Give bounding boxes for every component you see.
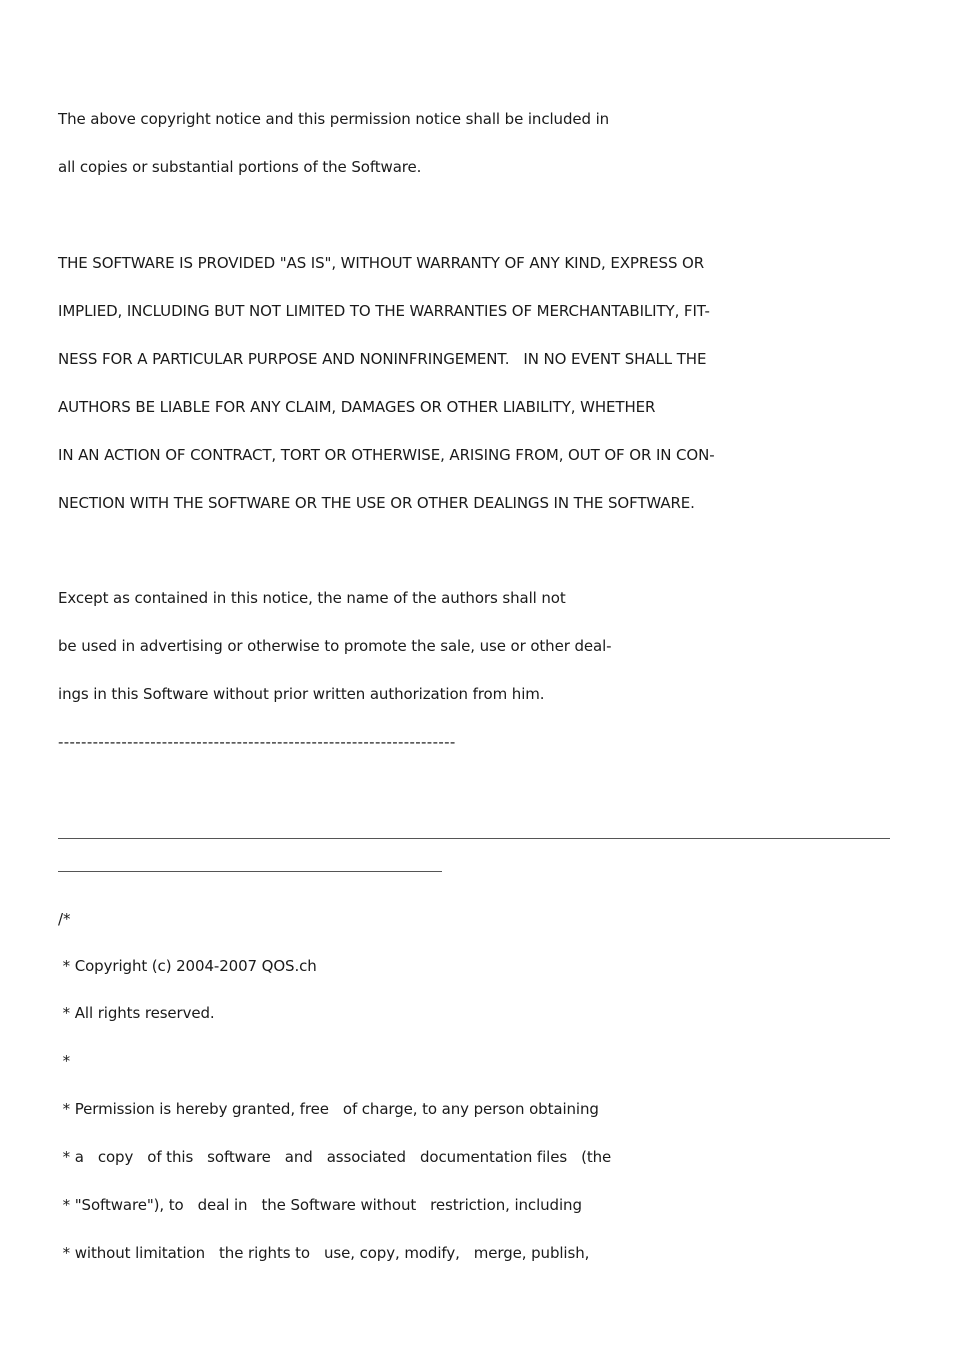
qos-license-line-8: * without limitation the rights to use, copy, modify, merge, publish, (58, 1244, 590, 1262)
qos-license-line-3: * All rights reserved. (58, 1004, 215, 1022)
warranty-line-5: IN AN ACTION OF CONTRACT, TORT OR OTHERWISE, ARISING FROM, OUT OF OR IN CON- (58, 446, 715, 464)
notice-line-1: The above copyright notice and this permission notice shall be included in (58, 110, 610, 128)
qos-license-line-6: * a copy of this software and associated documentation files (the (58, 1148, 612, 1166)
warranty-line-2: IMPLIED, INCLUDING BUT NOT LIMITED TO THE WARRANTIES OF MERCHANTABILITY, FIT- (58, 302, 710, 320)
warranty-line-4: AUTHORS BE LIABLE FOR ANY CLAIM, DAMAGES OR OTHER LIABILITY, WHETHER (58, 398, 656, 416)
advertising-line-1: Except as contained in this notice, the name of the authors shall not (58, 589, 566, 607)
notice-line-2: all copies or substantial portions of the Software. (58, 158, 422, 176)
warranty-line-6: NECTION WITH THE SOFTWARE OR THE USE OR OTHER DEALINGS IN THE SOFTWARE. (58, 494, 695, 512)
warranty-line-3: NESS FOR A PARTICULAR PURPOSE AND NONINFRINGEMENT. IN NO EVENT SHALL THE (58, 350, 707, 368)
horizontal-rule-short (58, 871, 442, 872)
advertising-line-3: ings in this Software without prior written authorization from him. (58, 685, 545, 703)
dash-separator: --------------------------------------------------------------------- (58, 733, 456, 751)
qos-license-line-2: * Copyright (c) 2004-2007 QOS.ch (58, 957, 317, 975)
qos-license-line-4: * (58, 1052, 71, 1070)
advertising-line-2: be used in advertising or otherwise to promote the sale, use or other deal- (58, 637, 612, 655)
qos-license-line-1: /* (58, 910, 71, 928)
warranty-line-1: THE SOFTWARE IS PROVIDED "AS IS", WITHOUT WARRANTY OF ANY KIND, EXPRESS OR (58, 254, 705, 272)
qos-license-line-7: * "Software"), to deal in the Software without restriction, including (58, 1196, 582, 1214)
qos-license-line-5: * Permission is hereby granted, free of charge, to any person obtaining (58, 1100, 599, 1118)
horizontal-rule-long (58, 838, 890, 839)
